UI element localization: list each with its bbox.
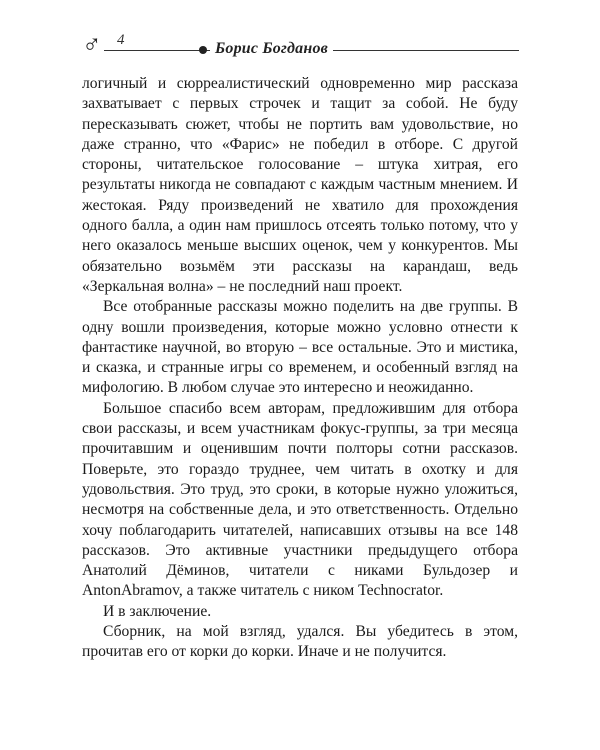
page-number: 4 (117, 32, 125, 48)
bullet-icon (199, 46, 207, 54)
paragraph: Все отобранные рассказы можно поделить на две группы. В одну вошли произведения, которые можно условно отнести к фантастике научной, во вторую – все остальные. Это и мистика, и сказка, и странные игры со временем, и особенный взгляд на мифологию. В любом случае это интересно и неожиданно. (82, 298, 518, 397)
paragraph: Сборник, на мой взгляд, удался. Вы убедитесь в этом, прочитав его от корки до корки. Иначе и не получится. (82, 623, 518, 661)
main-text (82, 74, 518, 663)
paragraph: Большое спасибо всем авторам, предложившим для отбора свои рассказы, и всем участникам фокус-группы, за три месяца прочитавшим и оценившим почти полторы сотни рассказов. Поверьте, это гораздо труднее, чем читать в охотку и для удовольствия. Это труд, это сроки, в которые нужно уложиться, несмотря на собственные дела, и это ответственность. Отдельно хочу поблагодарить читателей, написавших отзывы на все 148 рассказов. Это активные участники предыдущего отбора Анатолий Дёминов, читатели с никами Бульдозер и AntonAbramov, а также читатель с ником Technocrator. (82, 399, 518, 600)
paragraph: И в заключение. (103, 602, 212, 620)
author-name: Борис Богданов (210, 40, 333, 58)
running-header (82, 30, 519, 62)
male-symbol-icon: ♂ (82, 30, 102, 59)
paragraph-continued: логичный и сюрреалистический одновременно мир рассказа захватывает с первых строчек и тащит за собой. Не буду пересказывать сюжет, чтобы не портить вам удовольствие, но даже странно, что «Фарис» не победил в отборе. С другой стороны, читательское голосование – штука хитрая, его результаты никогда не совпадают с каждым частным мнением. И жестокая. Ряду произведений не хватило для прохождения одного балла, а один нам пришлось отсеять только потому, что у него оказалось меньше высших оценок, чем у конкурентов. Мы обязательно возьмём эти рассказы на карандаш, ведь «Зеркальная волна» – не последний наш проект. (82, 75, 518, 295)
